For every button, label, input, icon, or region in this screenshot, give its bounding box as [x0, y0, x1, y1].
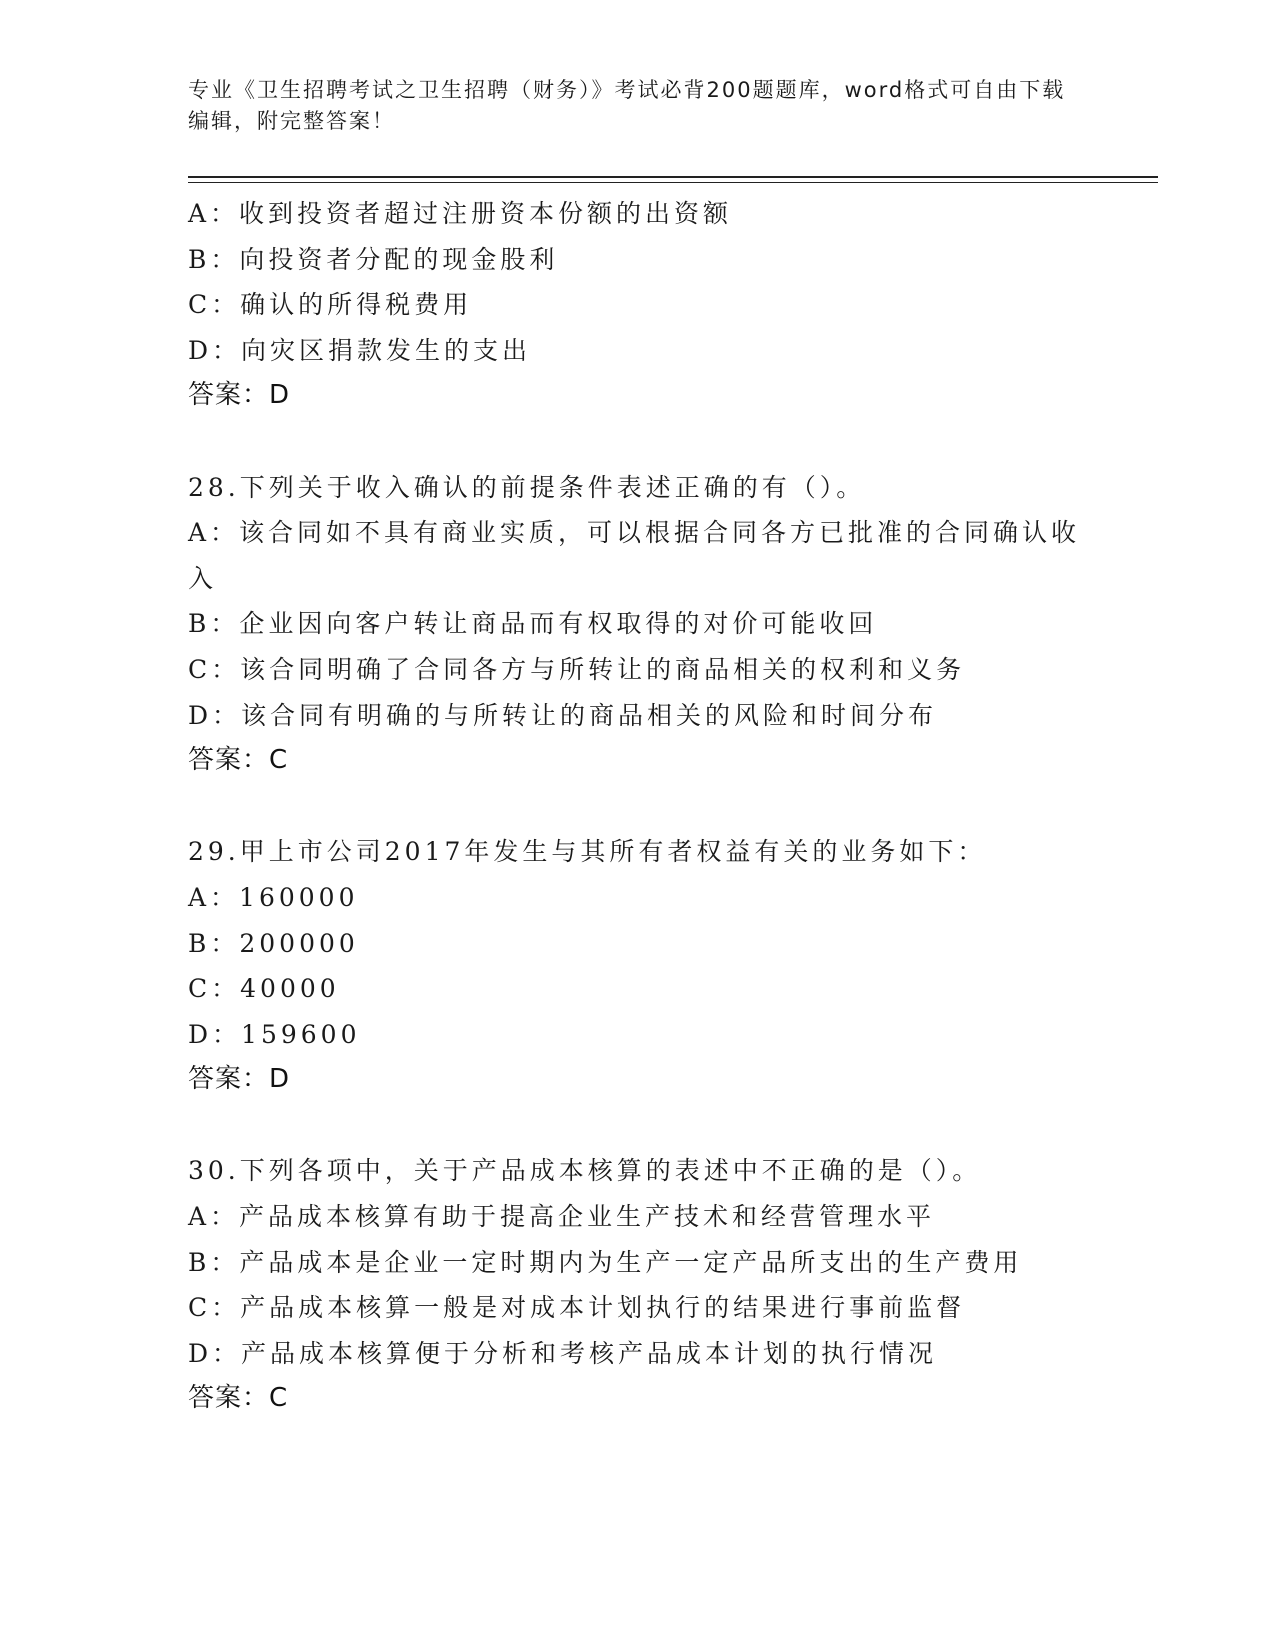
- option-a: A：产品成本核算有助于提高企业生产技术和经营管理水平: [188, 1202, 936, 1232]
- header-rule-thin: [188, 182, 1158, 183]
- option-c: C：确认的所得税费用: [188, 290, 473, 320]
- option-d: D：该合同有明确的与所转让的商品相关的风险和时间分布: [188, 700, 938, 730]
- option-c: C：产品成本核算一般是对成本计划执行的结果进行事前监督: [188, 1293, 966, 1323]
- question-list: [188, 191, 1088, 1422]
- option-b: B：200000: [188, 928, 359, 958]
- option-a: A：160000: [188, 882, 359, 912]
- question-block: [188, 465, 1088, 784]
- spacer: [188, 784, 1088, 830]
- question-block: [188, 1148, 1088, 1422]
- option-b: B：产品成本是企业一定时期内为生产一定产品所支出的生产费用: [188, 1247, 1023, 1277]
- document-header: 专业《卫生招聘考试之卫生招聘（财务）》考试必背200题题库，word格式可自由下载编辑，附完整答案！: [188, 78, 1066, 133]
- question-block: [188, 829, 1088, 1103]
- option-b: B：企业因向客户转让商品而有权取得的对价可能收回: [188, 609, 878, 639]
- answer-line: 答案：C: [188, 1383, 289, 1414]
- option-c: C：该合同明确了合同各方与所转让的商品相关的权利和义务: [188, 654, 966, 684]
- option-a: A：该合同如不具有商业实质，可以根据合同各方已批准的合同确认收入: [188, 518, 1081, 593]
- question-stem: 29.甲上市公司2017年发生与其所有者权益有关的业务如下：: [188, 837, 987, 867]
- question-stem: 28.下列关于收入确认的前提条件表述正确的有（）。: [188, 472, 866, 502]
- option-c: C：40000: [188, 974, 340, 1004]
- question-stem: 30.下列各项中，关于产品成本核算的表述中不正确的是（）。: [188, 1156, 982, 1186]
- option-d: D：159600: [188, 1019, 361, 1049]
- option-d: D：向灾区捐款发生的支出: [188, 335, 532, 365]
- option-d: D：产品成本核算便于分析和考核产品成本计划的执行情况: [188, 1338, 938, 1368]
- option-b: B：向投资者分配的现金股利: [188, 244, 559, 274]
- spacer: [188, 419, 1088, 465]
- answer-line: 答案：C: [188, 745, 289, 776]
- spacer: [188, 1103, 1088, 1149]
- answer-line: 答案：D: [188, 380, 291, 411]
- question-block: [188, 191, 1088, 419]
- header-rule-thick: [188, 176, 1158, 178]
- answer-line: 答案：D: [188, 1064, 291, 1095]
- option-a: A：收到投资者超过注册资本份额的出资额: [188, 199, 733, 228]
